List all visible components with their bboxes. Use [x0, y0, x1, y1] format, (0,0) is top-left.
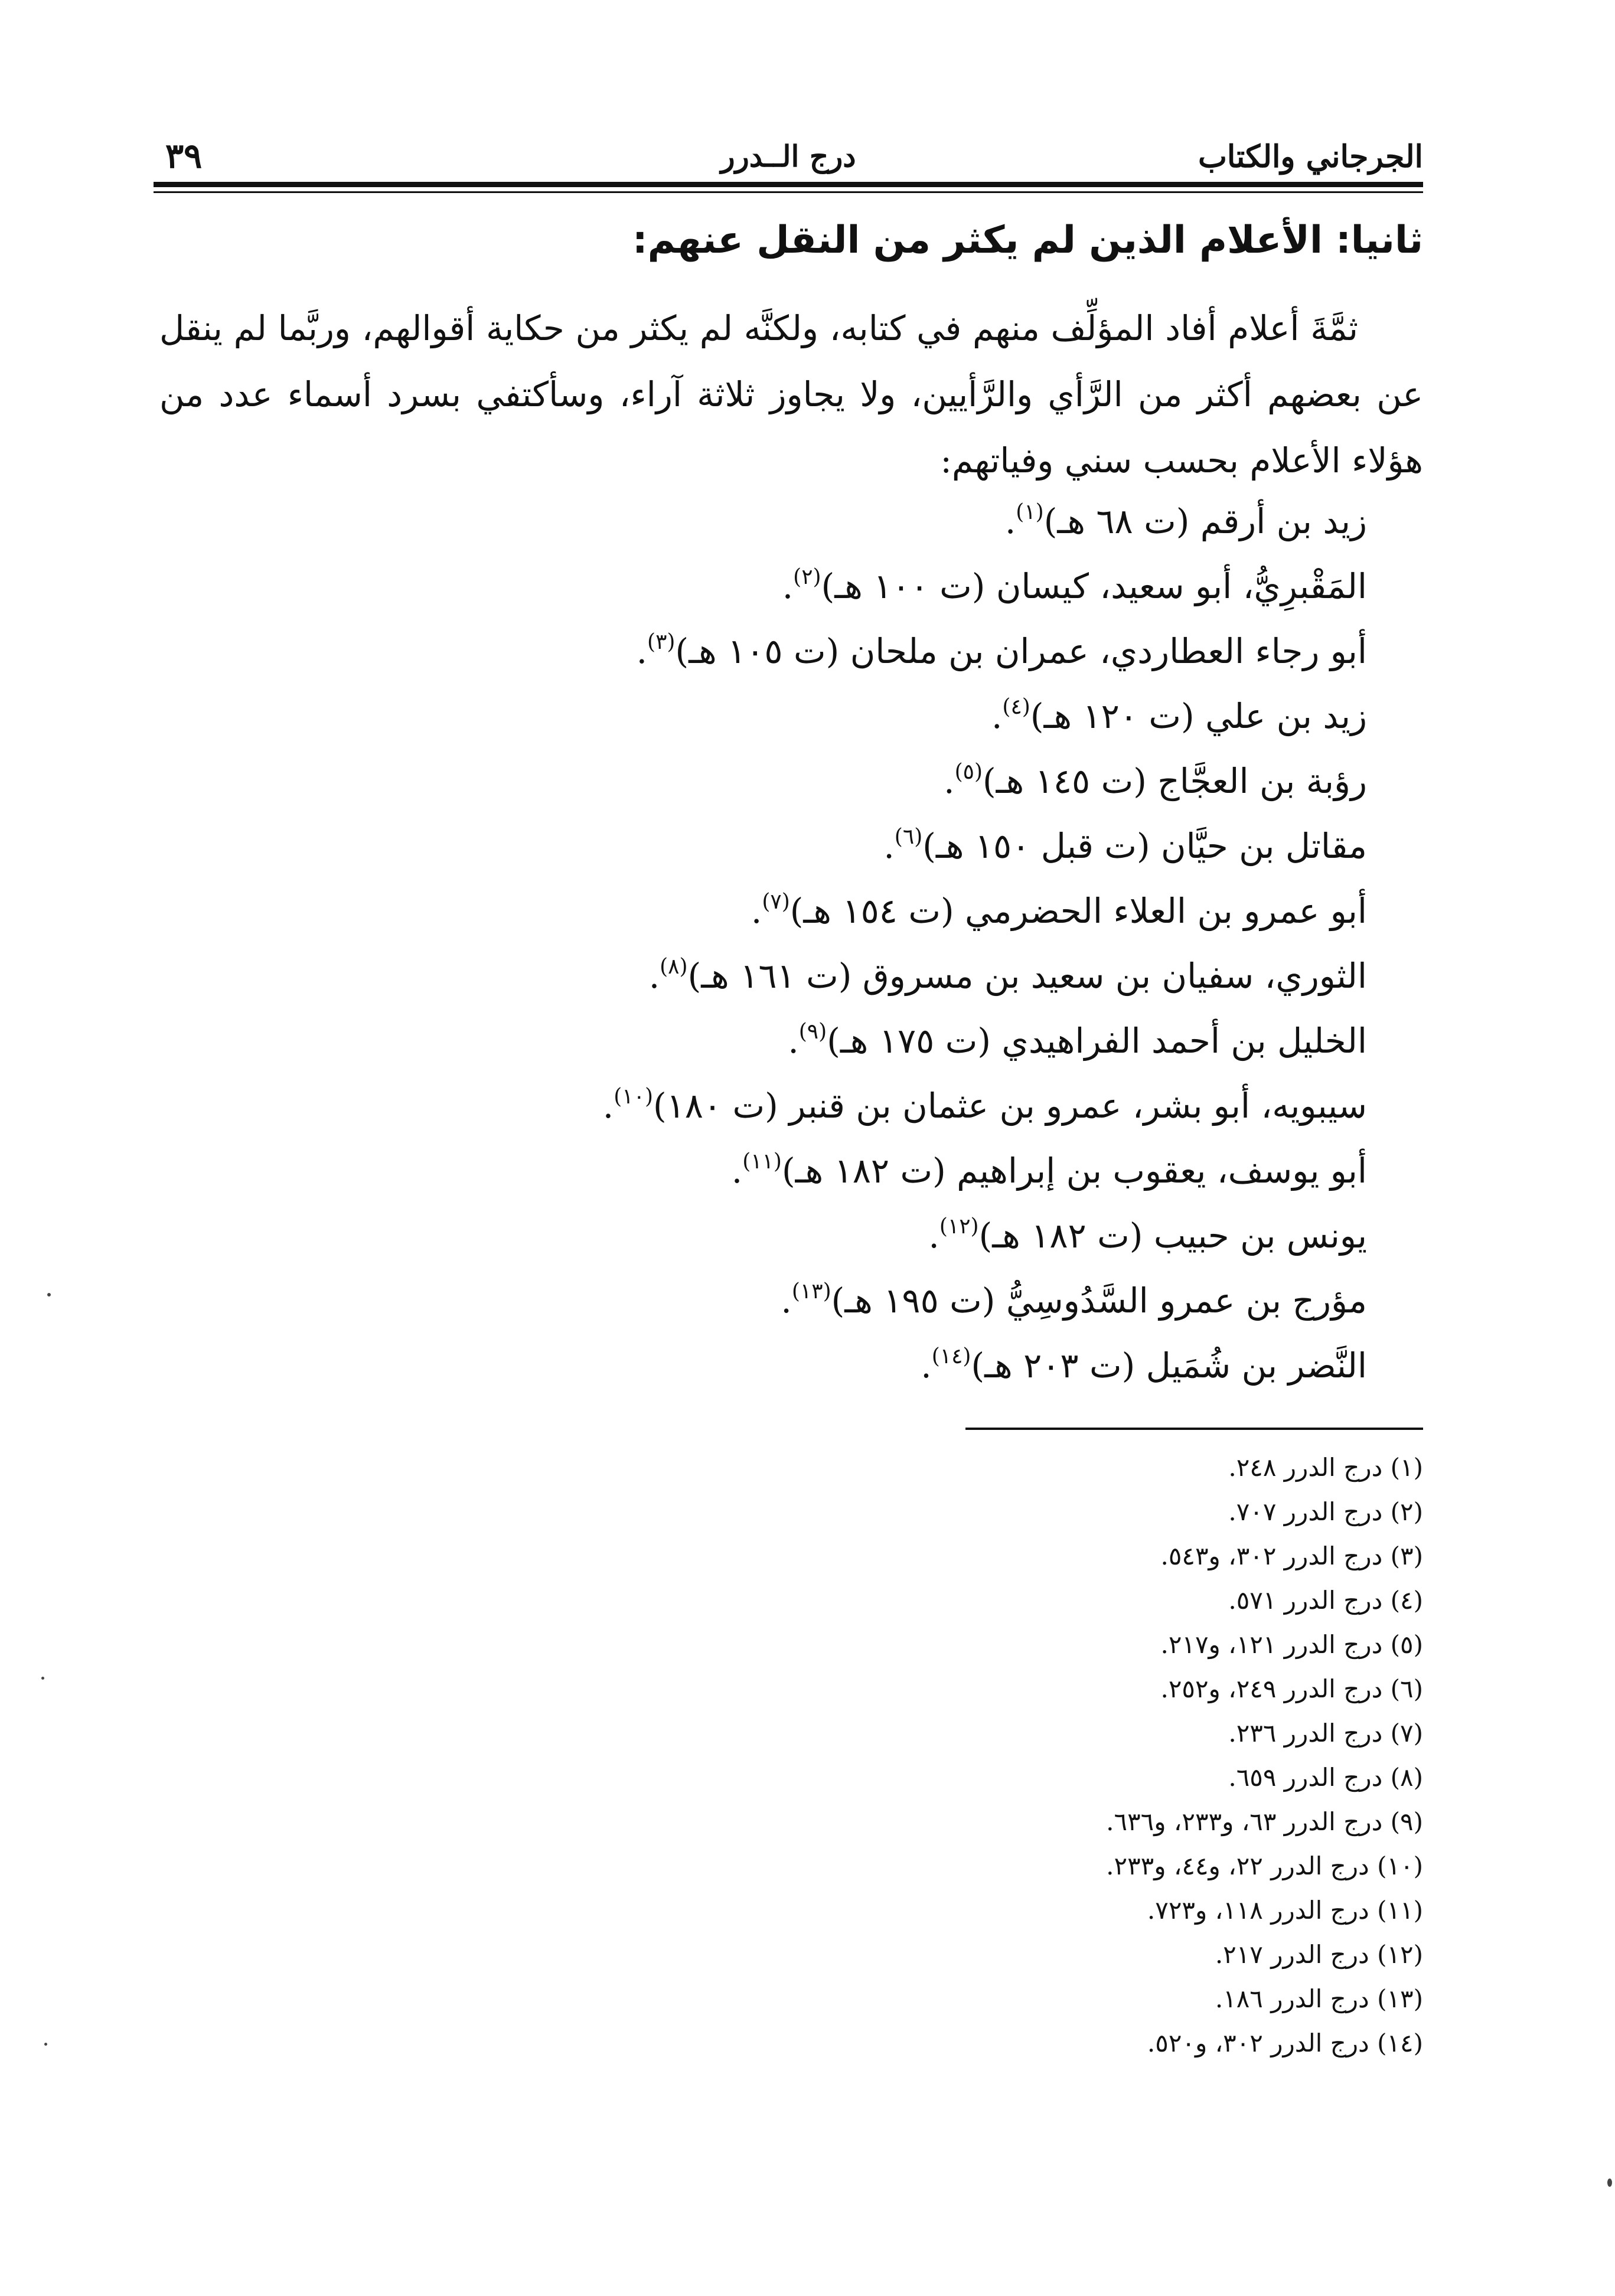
footnote-ref: (١٣)	[791, 1279, 831, 1304]
entry-text: يونس بن حبيب (ت ١٨٢ هـ)	[978, 1216, 1367, 1256]
footnote-ref: (٤)	[1002, 695, 1030, 719]
page-number: ٣٩	[165, 136, 203, 176]
list-item: النَّضر بن شُمَيل (ت ٢٠٣ هـ)$^{(١٤)}$.	[921, 1344, 1367, 1386]
entry-text: الثوري، سفيان بن سعيد بن مسروق (ت ١٦١ هـ)	[687, 956, 1367, 996]
list-item: زيد بن علي (ت ١٢٠ هـ)$^{(٤)}$.	[991, 695, 1367, 736]
footnote: (١٠) درج الدرر ٢٢، و٤٤، و٢٣٣.	[1106, 1851, 1423, 1880]
footnotes	[951, 1445, 1423, 2065]
header-rule-thick	[154, 182, 1423, 187]
section-title: ثانيا: الأعلام الذين لم يكثر من النقل عنهم:	[632, 218, 1423, 262]
list-item: يونس بن حبيب (ت ١٨٢ هـ)$^{(١٢)}$.	[928, 1214, 1367, 1256]
list-item: أبو عمرو بن العلاء الحضرمي (ت ١٥٤ هـ)$^{(٧)}$.	[751, 890, 1367, 931]
footnote-ref: (١)	[1016, 500, 1044, 524]
footnote-ref: (٣)	[647, 630, 676, 654]
entry-text: زيد بن أرقم (ت ٦٨ هـ)	[1043, 501, 1367, 541]
entry-text: الخليل بن أحمد الفراهيدي (ت ١٧٥ هـ)	[827, 1021, 1367, 1061]
footnote: (١٢) درج الدرر ٢١٧.	[1215, 1940, 1423, 1969]
entry-text: أبو عمرو بن العلاء الحضرمي (ت ١٥٤ هـ)	[789, 891, 1367, 931]
list-item: زيد بن أرقم (ت ٦٨ هـ)$^{(١)}$.	[1004, 500, 1367, 541]
footnote: (٥) درج الدرر ١٢١، و٢١٧.	[1160, 1630, 1423, 1659]
list-item: سيبويه، أبو بشر، عمرو بن عثمان بن قنبر (ت ١٨٠)$^{(١٠)}$.	[602, 1085, 1367, 1126]
footnote: (٧) درج الدرر ٢٣٦.	[1228, 1719, 1423, 1748]
entry-text: النَّضر بن شُمَيل (ت ٢٠٣ هـ)	[971, 1345, 1367, 1386]
footnote: (١٤) درج الدرر ٣٠٢، و٥٢٠.	[1147, 2029, 1423, 2057]
footnote: (١٣) درج الدرر ١٨٦.	[1215, 1984, 1423, 2013]
footnote-ref: (١٠)	[614, 1085, 653, 1109]
entry-text: زيد بن علي (ت ١٢٠ هـ)	[1030, 696, 1367, 736]
footnote: (٨) درج الدرر ٦٥٩.	[1228, 1763, 1423, 1792]
scan-speck	[41, 1677, 44, 1680]
entry-text: مؤرج بن عمرو السَّدُوسِيُّ (ت ١٩٥ هـ)	[831, 1281, 1367, 1321]
footnote-ref: (١٢)	[939, 1214, 979, 1239]
footnote-ref: (٨)	[660, 955, 688, 979]
page-header	[154, 136, 1423, 180]
entry-text: المَقْبرِيُّ، أبو سعيد، كيسان (ت ١٠٠ هـ)	[821, 566, 1367, 606]
book-title: درج الــدرر	[720, 139, 856, 174]
entry-text: مقاتل بن حيَّان (ت قبل ١٥٠ هـ)	[922, 826, 1367, 866]
footnote-ref: (٧)	[762, 890, 790, 914]
list-item: الخليل بن أحمد الفراهيدي (ت ١٧٥ هـ)$^{(٩)}$.	[788, 1020, 1367, 1061]
scan-speck	[1607, 2179, 1612, 2187]
footnote: (٩) درج الدرر ٦٣، و٢٣٣، و٦٣٦.	[1106, 1807, 1423, 1836]
entry-text: أبو يوسف، يعقوب بن إبراهيم (ت ١٨٢ هـ)	[781, 1151, 1367, 1191]
list-item: مقاتل بن حيَّان (ت قبل ١٥٠ هـ)$^{(٦)}$.	[883, 825, 1367, 866]
footnote-ref: (٥)	[954, 760, 983, 784]
list-item: مؤرج بن عمرو السَّدُوسِيُّ (ت ١٩٥ هـ)$^{(١٣)}$.	[781, 1279, 1367, 1321]
footnote-separator	[965, 1428, 1423, 1430]
list-item: أبو يوسف، يعقوب بن إبراهيم (ت ١٨٢ هـ)$^{(١١)}$.	[731, 1149, 1367, 1191]
footnote: (٣) درج الدرر ٣٠٢، و٥٤٣.	[1160, 1541, 1423, 1570]
footnote: (١) درج الدرر ٢٤٨.	[1228, 1453, 1423, 1482]
scholars-list	[363, 489, 1367, 1398]
scan-speck	[47, 1293, 51, 1296]
entry-text: سيبويه، أبو بشر، عمرو بن عثمان بن قنبر (ت ١٨٠)	[653, 1086, 1367, 1126]
footnote: (٤) درج الدرر ٥٧١.	[1228, 1586, 1423, 1615]
intro-text: ثمَّةَ أعلام أفاد المؤلِّف منهم في كتابه، ولكنَّه لم يكثر من حكاية أقوالهم، وربَّما لم ينقل عن بعضهم أكثر من الرَّأي والرَّأيين، ولا يجاوز ثلاثة آراء، وسأكتفي بسرد أسماء عدد من هؤلاء الأعلام بحسب سني وفياتهم:	[159, 308, 1423, 481]
running-title: الجرجاني والكتاب	[1198, 139, 1423, 175]
intro-paragraph	[159, 295, 1423, 494]
list-item: أبو رجاء العطاردي، عمران بن ملحان (ت ١٠٥ هـ)$^{(٣)}$.	[636, 630, 1367, 671]
footnote: (٦) درج الدرر ٢٤٩، و٢٥٢.	[1160, 1674, 1423, 1703]
footnote-ref: (٩)	[798, 1020, 827, 1044]
list-item: رؤبة بن العجَّاج (ت ١٤٥ هـ)$^{(٥)}$.	[944, 760, 1367, 801]
list-item: الثوري، سفيان بن سعيد بن مسروق (ت ١٦١ هـ)$^{(٨)}$.	[648, 955, 1367, 996]
footnote-ref: (٢)	[793, 565, 821, 589]
entry-text: رؤبة بن العجَّاج (ت ١٤٥ هـ)	[983, 761, 1367, 801]
footnote-ref: (٦)	[894, 825, 923, 849]
scan-speck	[44, 2043, 47, 2046]
header-rule-thin	[154, 191, 1423, 193]
footnote-ref: (١١)	[742, 1149, 782, 1174]
list-item: المَقْبرِيُّ، أبو سعيد، كيسان (ت ١٠٠ هـ)$^{(٢)}$.	[782, 565, 1367, 606]
footnote: (٢) درج الدرر ٧٠٧.	[1228, 1497, 1423, 1526]
footnote: (١١) درج الدرر ١١٨، و٧٢٣.	[1147, 1896, 1423, 1925]
footnote-ref: (١٤)	[931, 1344, 971, 1369]
entry-text: أبو رجاء العطاردي، عمران بن ملحان (ت ١٠٥ هـ)	[675, 631, 1367, 671]
